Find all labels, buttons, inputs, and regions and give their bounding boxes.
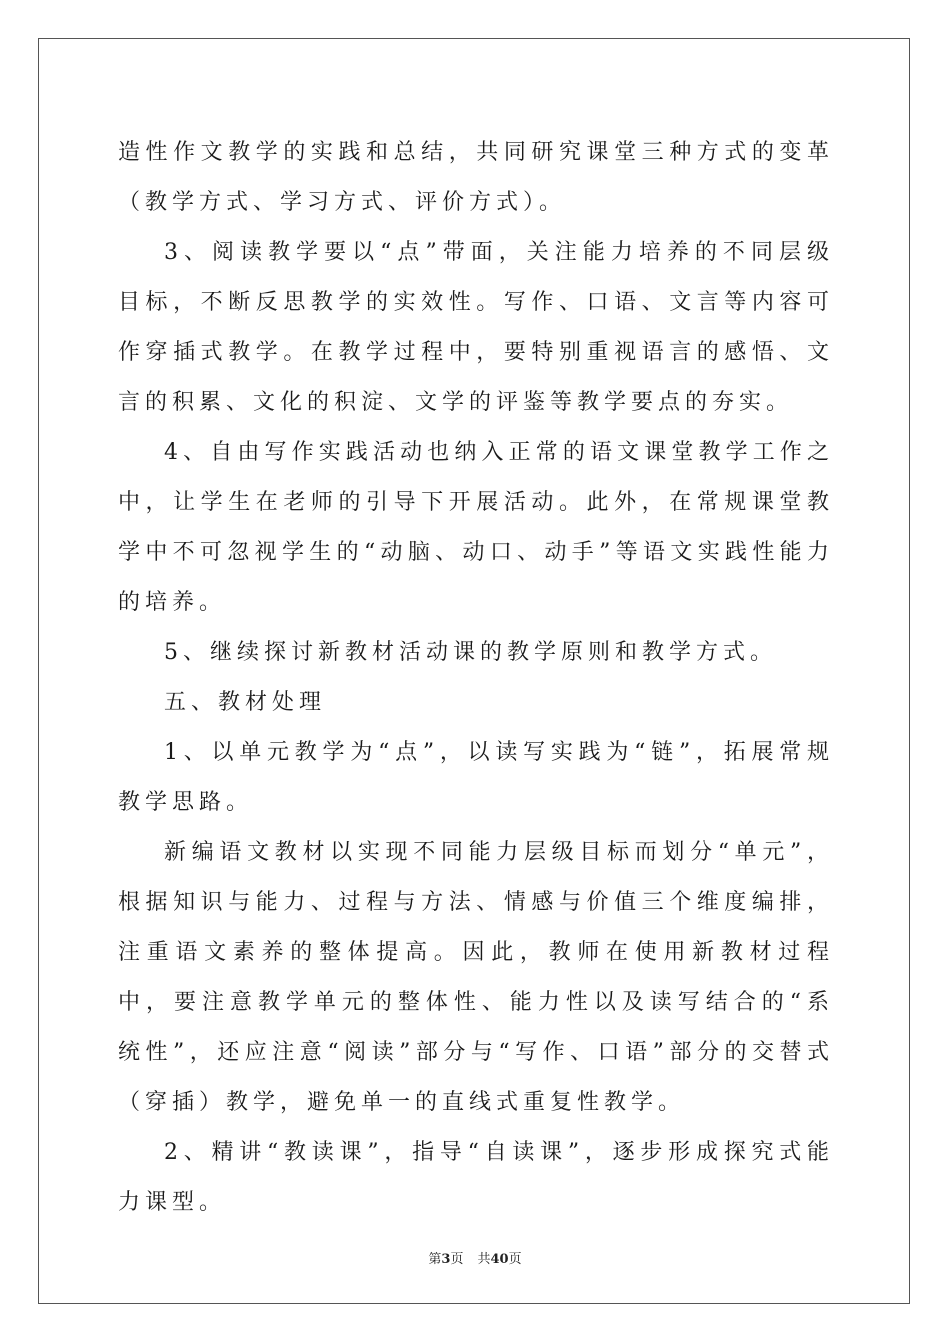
page-prefix: 第: [428, 1252, 442, 1267]
paragraph-6: 新编语文教材以实现不同能力层级目标而划分“单元”，根据知识与能力、过程与方法、情感与价值三个维度编排，注重语文素养的整体提高。因此，教师在使用新教材过程中，要注意教学单元的整体性、能力性以及读写结合的“系统性”，还应注意“阅读”部分与“写作、口语”部分的交替式（穿插）教学，避免单一的直线式重复性教学。: [118, 840, 834, 1115]
page-number: 3: [441, 1252, 451, 1267]
document-body: [118, 128, 834, 1228]
page-footer: [0, 1248, 950, 1267]
paragraph-7: 2、精讲“教读课”，指导“自读课”，逐步形成探究式能力课型。: [118, 1140, 834, 1215]
page-suffix: 页: [450, 1252, 464, 1267]
total-prefix: 共: [477, 1252, 491, 1267]
paragraph-3: 4、自由写作实践活动也纳入正常的语文课堂教学工作之中，让学生在老师的引导下开展活动。此外，在常规课堂教学中不可忽视学生的“动脑、动口、动手”等语文实践性能力的培养。: [118, 440, 834, 615]
section-heading: 五、教材处理: [164, 690, 327, 715]
total-pages: 40: [490, 1252, 509, 1267]
paragraph-1: 造性作文教学的实践和总结，共同研究课堂三种方式的变革（教学方式、学习方式、评价方式）。: [118, 140, 834, 215]
paragraph-4: 5、继续探讨新教材活动课的教学原则和教学方式。: [164, 640, 777, 665]
total-suffix: 页: [508, 1252, 522, 1267]
paragraph-2: 3、阅读教学要以“点”带面，关注能力培养的不同层级目标，不断反思教学的实效性。写作、口语、文言等内容可作穿插式教学。在教学过程中，要特别重视语言的感悟、文言的积累、文化的积淀、文学的评鉴等教学要点的夯实。: [118, 240, 834, 415]
paragraph-5: 1、以单元教学为“点”，以读写实践为“链”，拓展常规教学思路。: [118, 740, 834, 815]
